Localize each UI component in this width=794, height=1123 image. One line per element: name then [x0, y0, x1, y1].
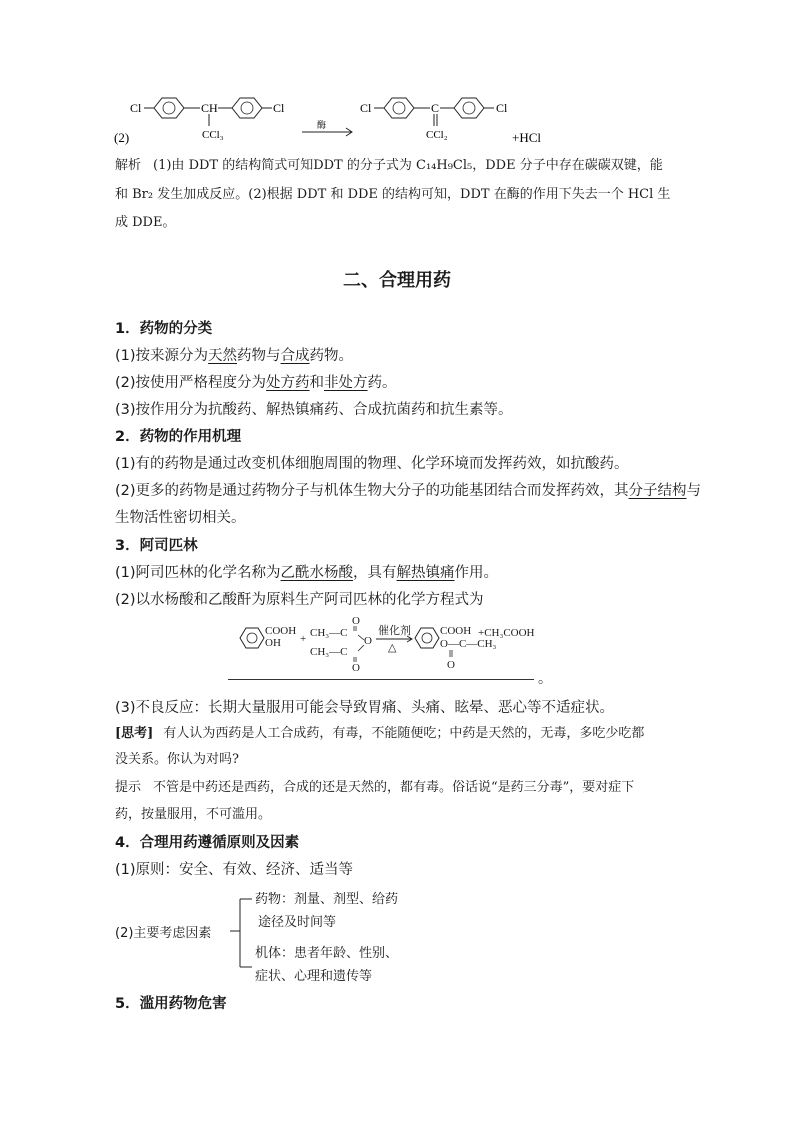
s4-p1: (1)原则：安全、有效、经济、适当等	[115, 862, 354, 878]
s1-title: 1．药物的分类	[115, 321, 213, 337]
s3-p1-mid: ，具有	[353, 565, 397, 581]
think-line-2: 没关系。你认为对吗?	[115, 752, 239, 767]
s2-p1: (1)有的药物是通过改变机体细胞周围的物理、化学环境而发挥药效，如抗酸药。	[115, 456, 629, 472]
eq-heat: △	[388, 642, 397, 654]
ddt-arrow-label: 酶	[317, 120, 327, 130]
eq-catalyst: 催化剂	[378, 625, 411, 637]
asp-cooh: COOH	[440, 625, 472, 637]
sa-oh: OH	[265, 637, 281, 649]
hint-line-2: 药，按量服用，不可滥用。	[115, 807, 272, 822]
ddt-ch: CH	[201, 101, 218, 115]
ddt-cl-right: Cl	[273, 101, 285, 115]
anh-o-top: O	[352, 615, 360, 627]
asp-o: O	[447, 659, 455, 671]
anh-top: CH₃—C	[310, 627, 348, 639]
s1-p2-post: 药。	[367, 375, 397, 391]
eq-plus-acetic: +CH₃COOH	[478, 627, 535, 639]
s3-p3: (3)不良反应：长期大量服用可能会导致胃痛、头痛、眩晕、恶心等不适症状。	[115, 700, 615, 716]
equation-period: 。	[538, 671, 552, 687]
s1-p2-blank-2: 非处方	[324, 375, 368, 391]
eq-plus-1: +	[300, 633, 307, 645]
s2-p2	[115, 481, 701, 501]
think-tag: [思考]	[115, 726, 154, 741]
anh-o-bot: O	[352, 662, 360, 674]
ddt-ccl3: CCl₃	[202, 129, 224, 141]
analysis-line-2: 和 Br₂ 发生加成反应。(2)根据 DDT 和 DDE 的结构可知，DDT 在酶的作用下失去一个 HCl 生	[115, 187, 671, 202]
ddt-label: (2)	[114, 130, 130, 145]
s3-p1	[115, 563, 498, 583]
hint-tag: 提示	[115, 780, 142, 795]
ddt-cl-left: Cl	[130, 101, 142, 115]
s2-title: 2．药物的作用机理	[115, 429, 242, 445]
s1-p2-blank-1: 处方药	[266, 375, 310, 391]
s3-p1-pre: (1)阿司匹林的化学名称为	[115, 565, 281, 581]
dde-cl-right: Cl	[496, 101, 508, 115]
s1-p3: (3)按作用分为抗酸药、解热镇痛药、合成抗菌药和抗生素等。	[115, 402, 513, 418]
s2-p2-line2: 生物活性密切相关。	[115, 510, 246, 526]
anh-bot: CH₃—C	[310, 646, 348, 658]
anh-o-mid: O	[364, 635, 372, 647]
think-text-1: 有人认为西药是人工合成药，有毒，不能随便吃；中药是天然的，无毒，多吃少吃都	[163, 726, 645, 741]
s1-p2-pre: (2)按使用严格程度分为	[115, 375, 267, 391]
think-line-1	[115, 724, 644, 744]
s1-p1-mid: 药物与	[237, 348, 281, 364]
s4-body-line-2: 症状、心理和遗传等	[255, 969, 373, 984]
analysis-line-1	[115, 156, 663, 176]
s4-factors-brace	[226, 893, 254, 973]
sa-cooh: COOH	[265, 625, 297, 637]
s2-p2-blank: 分子结构	[628, 483, 687, 499]
analysis-tag: 解析	[115, 158, 142, 173]
s1-p2	[115, 373, 397, 393]
s1-p1-pre: (1)按来源分为	[115, 348, 209, 364]
hint-text-1: 不管是中药还是西药，合成的还是天然的，都有毒。俗话说“是药三分毒”，要对症下	[153, 780, 635, 795]
dde-ccl2: CCl₂	[426, 129, 448, 141]
s3-p1-post: 作用。	[454, 565, 499, 581]
aspirin-equation	[232, 614, 562, 674]
equation-underline	[228, 679, 534, 680]
s1-p1-blank-1: 天然	[208, 348, 238, 364]
s2-p2-post: 与	[686, 483, 702, 499]
s4-drug-line-2: 途径及时间等	[258, 915, 337, 930]
s1-p1-post: 药物。	[309, 348, 354, 364]
ddt-reaction-diagram	[110, 90, 590, 150]
s4-factors-label: (2)主要考虑因素	[115, 926, 212, 941]
dde-cl-left: Cl	[360, 101, 372, 115]
s4-body-line-1: 机体：患者年龄、性别、	[255, 946, 399, 961]
s3-p1-blank-1: 乙酰水杨酸	[280, 565, 354, 581]
s3-p1-blank-2: 解热镇痛	[396, 565, 455, 581]
s1-p1	[115, 346, 353, 366]
s1-p2-mid: 和	[309, 375, 325, 391]
dde-c: C	[431, 101, 440, 115]
section-title: 二、合理用药	[343, 270, 451, 291]
asp-ester: O—C—CH₃	[440, 638, 497, 650]
analysis-line-3: 成 DDE。	[115, 215, 176, 230]
analysis-text-1: (1)由 DDT 的结构简式可知DDT 的分子式为 C₁₄H₉Cl₅，DDE 分子中存在碳碳双键，能	[153, 158, 663, 173]
s3-title: 3．阿司匹林	[115, 538, 198, 554]
s5-title: 5．滥用药物危害	[115, 996, 227, 1012]
s3-p2: (2)以水杨酸和乙酸酐为原料生产阿司匹林的化学方程式为	[115, 592, 484, 608]
s2-p2-pre: (2)更多的药物是通过药物分子与机体生物大分子的功能基团结合而发挥药效，其	[115, 483, 629, 499]
hint-line-1	[115, 778, 634, 798]
s4-title: 4．合理用药遵循原则及因素	[115, 835, 300, 851]
plus-hcl: +HCl	[512, 130, 542, 145]
s4-drug-line-1: 药物：剂量、剂型、给药	[255, 892, 399, 907]
s1-p1-blank-2: 合成	[280, 348, 310, 364]
